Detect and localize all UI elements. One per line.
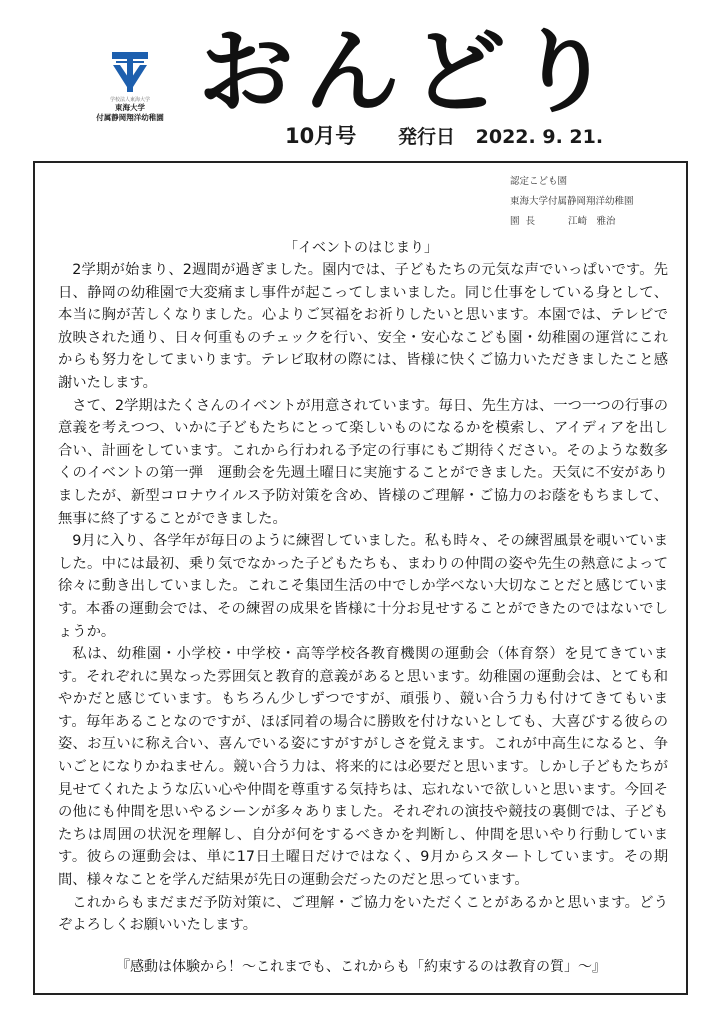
paragraph: さて、2学期はたくさんのイベントが用意されています。毎日、先生方は、一つ一つの行事の意義を考えつつ、いかに子どもたちにとって楽しいものになるかを模索し、アイディアを出し合い、計画をしています。これから行われる予定の行事にもご期待ください。そのような数多くのイベントの第一弾 運動会を先週土曜日に実施することができました。天気に不安がありましたが、新型コロナウイルス予防対策を含め、皆様のご理解・ご協力のお蔭をもちまして、無事に終了することができました。: [58, 397, 668, 527]
article-body: [58, 259, 668, 937]
article-heading: 「イベントのはじまり」: [284, 240, 438, 256]
principal-title: 園長: [510, 216, 542, 227]
motto: 『感動は体験から！～これまでも、これからも「約束するのは教育の質」～』: [116, 959, 606, 975]
school-name: 東海大学付属静岡翔洋幼稚園: [510, 196, 634, 207]
newsletter-title: おんどり: [198, 19, 622, 126]
tokai-university-emblem-icon: [110, 50, 150, 94]
school-info: [510, 172, 634, 232]
paragraph: 私は、幼稚園・小学校・中学校・高等学校各教育機関の運動会（体育祭）を見てきています。それぞれに異なった雰囲気と教育的意義があると思います。幼稚園の運動会は、とても和やかだと感じています。もちろん少しずつですが、頑張り、競い合う力も付けてきてもいます。毎年あることなのですが、ほぼ同着の場合に勝敗を付けないとしても、大喜びする彼らの姿、お互いに称え合い、喜んでいる姿にすがすがしさを覚えます。これが中高生になると、争いごとになりかねません。競い合う力は、将来的には必要だと思います。しかし子どもたちが見せてくれたような広い心や仲間を尊重する気持ちは、忘れないで欲しいと思います。今回その他にも仲間を思いやるシーンが多々ありました。それぞれの演技や競技の裏側では、子どもたちは周囲の状況を理解し、自分が何をするべきかを判断し、仲間を思いやり行動しています。彼らの運動会は、単に17日土曜日だけではなく、9月からスタートしています。その期間、様々なことを学んだ結果が先日の運動会だったのだと思っています。: [58, 646, 668, 889]
school-logo: [96, 50, 164, 145]
issue-number: 10月号: [285, 124, 357, 148]
school-type: 認定こども園: [510, 176, 568, 187]
logo-kindergarten: 付属静岡翔洋幼稚園: [96, 113, 164, 122]
paragraph: 2学期が始まり、2週間が過ぎました。園内では、子どもたちの元気な声でいっぱいです。先日、静岡の幼稚園で大変痛まし事件が起こってしまいました。同じ仕事をしている身として、本当に胸が苦しくなりました。心よりご冥福をお祈りしたいと思います。本園では、テレビで放映された通り、日々何重ものチェックを行い、安全・安心なこども園・幼稚園の運営にこれからも努力をしてまいります。テレビ取材の際には、皆様に快くご協力いただきましたこと感謝いたします。: [58, 262, 668, 391]
paragraph: これからもまだまだ予防対策に、ご理解・ご協力をいただくことがあるかと思います。どうぞよろしくお願いいたします。: [58, 894, 668, 934]
publication-date-label: 発行日: [398, 126, 456, 148]
publication-date: [398, 122, 603, 149]
paragraph: 9月に入り、各学年が毎日のように練習していました。私も時々、その練習風景を覗いていました。中には最初、乗り気でなかった子どもたちも、まわりの仲間の姿や先生の熱意によって徐々に動き出していました。これこそ集団生活の中でしか学べない大切なことだと感じています。本番の運動会では、その練習の成果を皆様に十分お見せすることができたのではないでしょうか。: [58, 533, 668, 640]
logo-small-text: 学校法人東海大学: [109, 97, 150, 103]
publication-date-value: 2022. 9. 21.: [475, 126, 604, 148]
principal-name: 江崎 雅治: [568, 216, 616, 227]
principal-line: [510, 212, 634, 232]
logo-university: 東海大学: [115, 103, 145, 112]
